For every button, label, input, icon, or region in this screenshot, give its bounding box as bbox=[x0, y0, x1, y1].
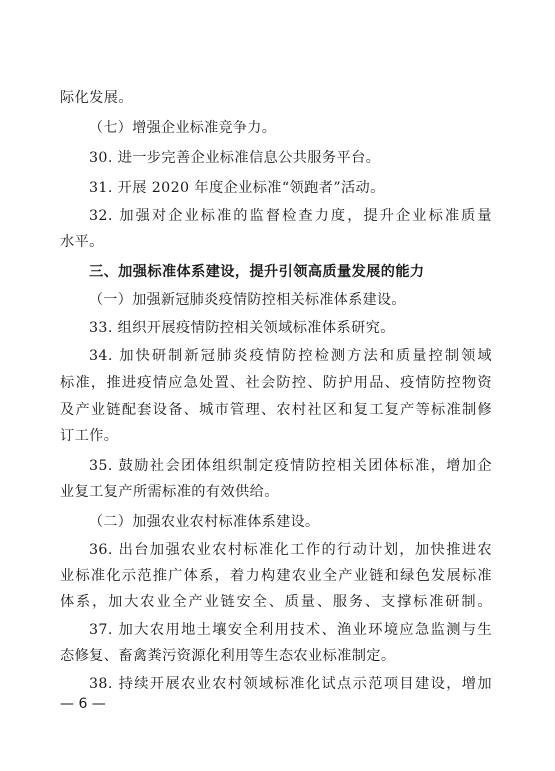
page-number: — 6 — bbox=[60, 696, 106, 712]
text-line: 业复工复产所需标准的有效供给。 bbox=[60, 484, 279, 500]
text-line: 37. 加大农用地土壤安全利用技术、渔业环境应急监测与生 bbox=[89, 622, 492, 638]
subsection-heading: （七）增强企业标准竞争力。 bbox=[89, 120, 277, 136]
text-line: 体系，加大农业全产业链安全、质量、服务、支撑标准研制。 bbox=[60, 594, 492, 610]
subsection-heading: （二）加强农业农村标准体系建设。 bbox=[89, 514, 320, 530]
text-line: 30. 进一步完善企业标准信息公共服务平台。 bbox=[89, 150, 381, 166]
text-line: 34. 加快研制新冠肺炎疫情防控检测方法和质量控制领域 bbox=[89, 348, 492, 364]
text-line: 38. 持续开展农业农村领域标准化试点示范项目建设，增加 bbox=[89, 676, 492, 692]
text-line: 35. 鼓励社会团体组织制定疫情防控相关团体标准，增加企 bbox=[89, 458, 492, 474]
section-heading: 三、加强标准体系建设，提升引领高质量发展的能力 bbox=[89, 264, 425, 280]
text-line: 33. 组织开展疫情防控相关领域标准体系研究。 bbox=[89, 320, 395, 336]
text-line: 态修复、畜禽粪污资源化利用等生态农业标准制定。 bbox=[60, 648, 396, 664]
text-line: 订工作。 bbox=[60, 428, 119, 444]
text-line: 31. 开展 2020 年度企业标准“领跑者”活动。 bbox=[89, 180, 385, 196]
text-line: 及产业链配套设备、城市管理、农村社区和复工复产等标准制修 bbox=[60, 402, 492, 418]
text-line: 36. 出台加强农业农村标准化工作的行动计划，加快推进农 bbox=[89, 542, 492, 558]
subsection-heading: （一）加强新冠肺炎疫情防控相关标准体系建设。 bbox=[89, 292, 406, 308]
text-line: 32. 加强对企业标准的监督检查力度，提升企业标准质量 bbox=[89, 208, 492, 224]
text-line: 际化发展。 bbox=[60, 90, 133, 106]
text-line: 水平。 bbox=[60, 234, 104, 250]
text-line: 业标准化示范推广体系，着力构建农业全产业链和绿色发展标准 bbox=[60, 568, 492, 584]
text-line: 标准，推进疫情应急处置、社会防控、防护用品、疫情防控物资 bbox=[60, 375, 492, 391]
